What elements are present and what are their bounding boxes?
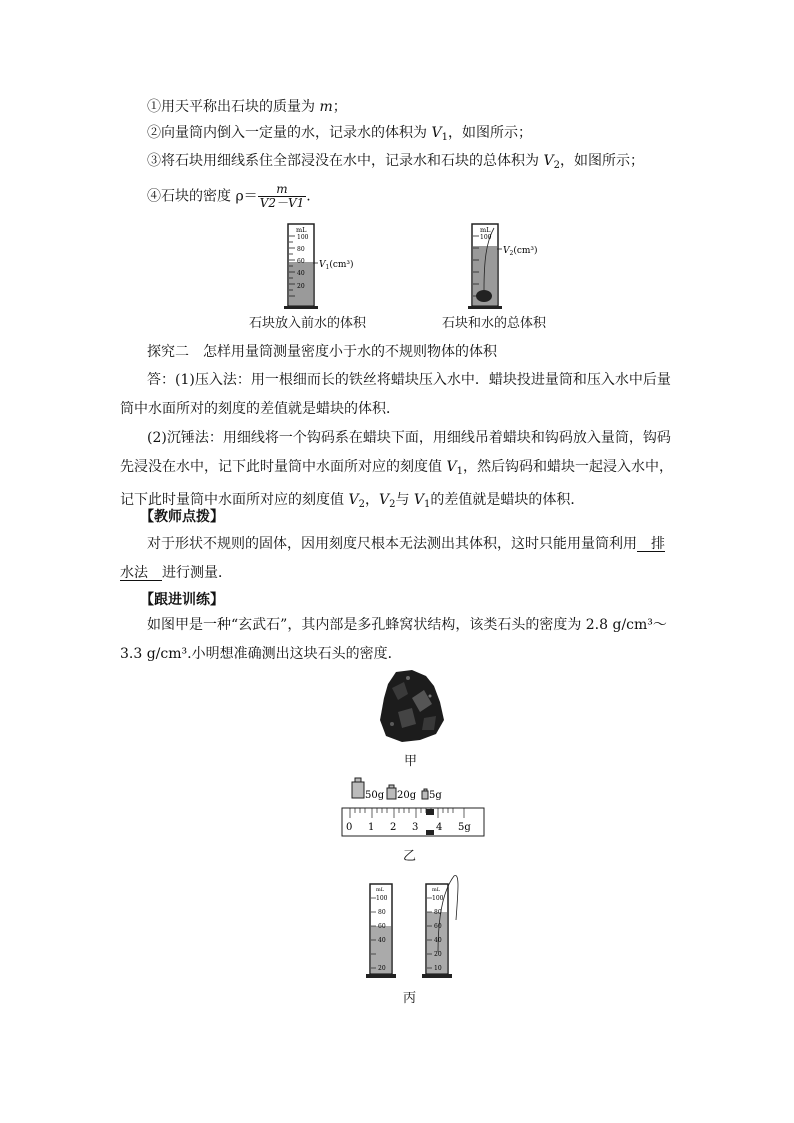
step-2: ②向量筒内倒入一定量的水，记录水的体积为 $V_1$，如图所示； <box>147 125 532 143</box>
caption-after: 石块和水的总体积 <box>442 316 547 331</box>
svg-text:60: 60 <box>378 923 386 930</box>
svg-text:80: 80 <box>297 246 305 253</box>
svg-text:mL: mL <box>432 887 441 893</box>
svg-text:20: 20 <box>297 283 305 290</box>
svg-text:100: 100 <box>432 895 444 902</box>
rock-image <box>378 668 448 744</box>
svg-text:1: 1 <box>368 822 375 833</box>
caption-yi: 乙 <box>403 849 417 864</box>
svg-text:5g: 5g <box>429 790 442 801</box>
svg-text:20g: 20g <box>397 790 417 801</box>
balance-figure <box>340 774 490 836</box>
practice-text: 如图甲是一种“玄武石”，其内部是多孔蜂窝状结构，该类石头的密度为 2.8 g/cm³～3.3 g/cm³.小明想准确测出这块石头的密度． <box>120 617 667 662</box>
svg-text:80: 80 <box>434 909 442 916</box>
section2-title: 探究二 怎样用量筒测量密度小于水的不规则物体的体积 <box>147 344 497 360</box>
svg-text:100: 100 <box>376 895 388 902</box>
svg-text:10: 10 <box>434 965 442 972</box>
svg-text:100: 100 <box>480 234 492 241</box>
svg-text:2: 2 <box>390 822 397 833</box>
density-fraction: $\frac{m}{V2-V1}$ <box>259 182 305 210</box>
svg-text:60: 60 <box>297 258 305 265</box>
svg-text:mL: mL <box>296 226 307 234</box>
step-3: ③将石块用细线系住全部浸没在水中，记录水和石块的总体积为 $V_2$，如图所示； <box>147 153 644 171</box>
svg-text:4: 4 <box>436 822 443 833</box>
svg-text:60: 60 <box>434 923 442 930</box>
cylinder-figure-before <box>280 222 370 310</box>
cylinder-left <box>364 880 400 980</box>
svg-text:100: 100 <box>297 234 309 241</box>
svg-text:5g: 5g <box>458 822 471 833</box>
svg-text:80: 80 <box>378 909 386 916</box>
practice-heading: 【跟进训练】 <box>140 592 224 608</box>
caption-jia: 甲 <box>404 754 418 769</box>
step-4: ④石块的密度 ρ＝ $\frac{m}{V2-V1}$ . <box>147 182 311 210</box>
answer-2: (2)沉锤法：用细线将一个钩码系在蜡块下面，用细线吊着蜡块和钩码放入量筒，钩码先浸没在水中，记下此时量筒中水面所对应的刻度值 $V_1$，然后钩码和蜡块一起浸入水中，记下此时量筒中水面所对应的刻度值 $V_2$，$V_2$与 $V_1$的差值就是蜡块的体积． <box>120 430 673 510</box>
svg-text:20: 20 <box>378 965 386 972</box>
cylinder-figure-after <box>464 222 554 310</box>
caption-before: 石块放入前水的体积 <box>249 316 367 331</box>
teacher-heading: 【教师点拨】 <box>140 509 224 525</box>
step-1: ①用天平称出石块的质量为 m； <box>147 99 347 115</box>
svg-text:3: 3 <box>412 822 419 833</box>
svg-text:V1(cm³): $V_1(cm^3)$ <box>319 260 354 271</box>
svg-text:40: 40 <box>297 270 305 277</box>
svg-text:mL: mL <box>480 226 491 234</box>
svg-text:mL: mL <box>376 887 385 893</box>
answer-1: 答：(1)压入法：用一根细而长的铁丝将蜡块压入水中．蜡块投进量筒和压入水中后量筒中水面所对的刻度的差值就是蜡块的体积． <box>120 372 671 417</box>
svg-text:40: 40 <box>378 937 386 944</box>
answer-blank: 排水法 <box>120 536 665 581</box>
caption-bing: 丙 <box>403 991 417 1006</box>
svg-text:40: 40 <box>434 937 442 944</box>
teacher-text: 对于形状不规则的固体，因用刻度尺根本无法测出其体积，这时只能用量筒利用 排水法 进行测量． <box>120 536 665 581</box>
svg-text:V2(cm³): $V_2(cm^3)$ <box>503 246 538 257</box>
cylinder-right <box>420 872 470 980</box>
svg-text:0: 0 <box>346 822 353 833</box>
svg-text:50g: 50g <box>365 790 385 801</box>
svg-text:20: 20 <box>434 951 442 958</box>
